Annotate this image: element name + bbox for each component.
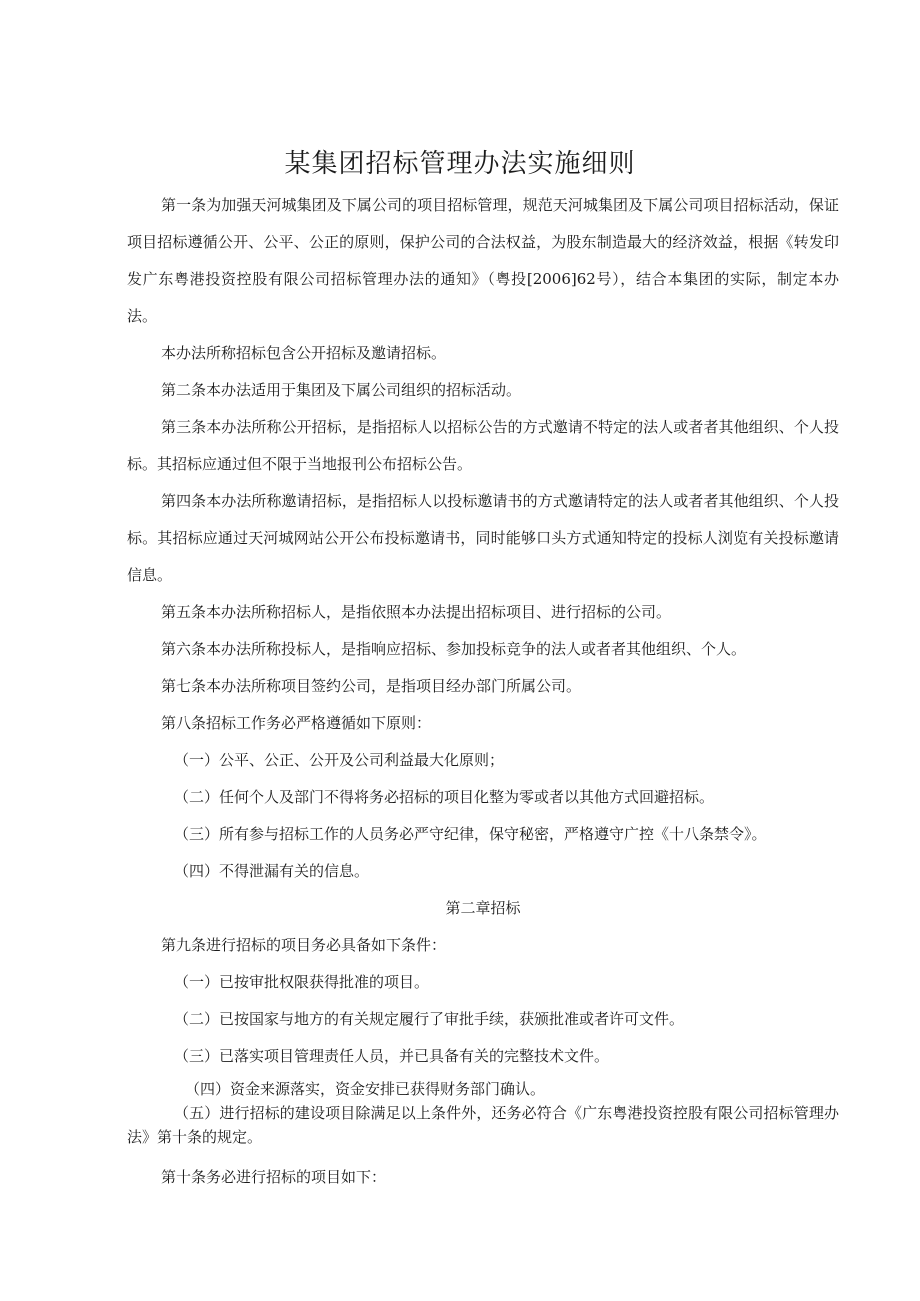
article-9-item-4: （四）资金来源落实，资金安排已获得财务部门确认。: [185, 1080, 546, 1098]
article-9-item-2: （二）已按国家与地方的有关规定履行了审批手续，获颁批准或者许可文件。: [174, 1010, 685, 1028]
article-3-paragraph: 第三条本办法所称公开招标，是指招标人以招标公告的方式邀请不特定的法人或者者其他组织、个人投标。其招标应通过但不限于当地报刊公布招标公告。: [127, 418, 839, 473]
tender-scope-paragraph: 本办法所称招标包含公开招标及邀请招标。: [161, 344, 447, 362]
article-2-paragraph: 第二条本办法适用于集团及下属公司组织的招标活动。: [161, 381, 522, 399]
article-8-item-1: （一）公平、公正、公开及公司利益最大化原则；: [174, 751, 505, 769]
article-8-item-2: （二）任何个人及部门不得将务必招标的项目化整为零或者以其他方式回避招标。: [174, 788, 715, 806]
article-9-item-5: （五）进行招标的建设项目除满足以上条件外，还务必符合《广东粤港投资控股有限公司招标管理办法》第十条的规定。: [127, 1104, 839, 1146]
article-9-item-1: （一）已按审批权限获得批准的项目。: [174, 973, 430, 991]
article-9-item-3: （三）已落实项目管理责任人员，并已具备有关的完整技术文件。: [174, 1047, 610, 1065]
article-5-paragraph: 第五条本办法所称招标人，是指依照本办法提出招标项目、进行招标的公司。: [161, 603, 672, 621]
document-title: 某集团招标管理办法实施细则: [284, 149, 636, 179]
article-7-paragraph: 第七条本办法所称项目签约公司，是指项目经办部门所属公司。: [161, 677, 582, 695]
document-body: [127, 187, 839, 1196]
article-8-item-3: （三）所有参与招标工作的人员务必严守纪律，保守秘密，严格遵守广控《十八条禁令》。: [174, 825, 767, 843]
article-4-paragraph: 第四条本办法所称邀请招标，是指招标人以投标邀请书的方式邀请特定的法人或者者其他组织、个人投标。其招标应通过天河城网站公开公布投标邀请书，同时能够口头方式通知特定的投标人浏览有关投标邀请信息。: [127, 492, 839, 584]
article-8-item-4: （四）不得泄漏有关的信息。: [174, 862, 370, 880]
article-6-paragraph: 第六条本办法所称投标人，是指响应招标、参加投标竞争的法人或者者其他组织、个人。: [161, 640, 747, 658]
article-8-paragraph: 第八条招标工作务必严格遵循如下原则：: [161, 714, 432, 732]
chapter-2-heading: 第二章招标: [445, 899, 521, 917]
article-9-paragraph: 第九条进行招标的项目务必具备如下条件：: [161, 936, 447, 954]
article-1-paragraph: 第一条为加强天河城集团及下属公司的项目招标管理，规范天河城集团及下属公司项目招标活动，保证项目招标遵循公开、公平、公正的原则，保护公司的合法权益，为股东制造最大的经济效益，根据《转发印发广东粤港投资控股有限公司招标管理办法的通知》（粤投[2006]62号），结合本集团的实际，制定本办法。: [127, 196, 839, 325]
article-10-paragraph: 第十条务必进行招标的项目如下：: [161, 1168, 387, 1186]
